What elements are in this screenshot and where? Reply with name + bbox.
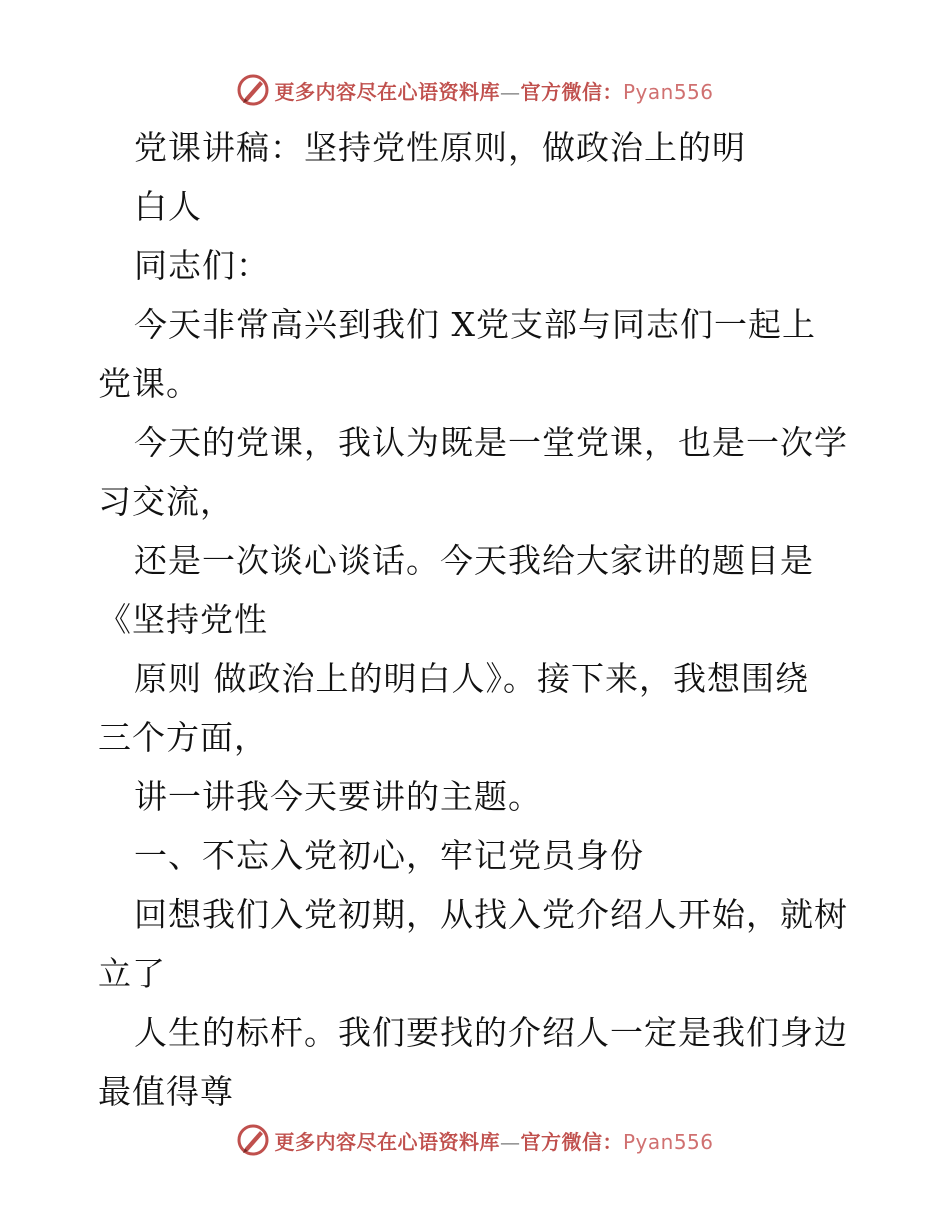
text-line: 《坚持党性 <box>98 600 268 639</box>
banner-wechat-label: 官方微信： <box>520 79 623 104</box>
text-line: 党课。 <box>98 364 200 403</box>
document-body <box>98 118 858 1121</box>
text-line: 一、不忘入党初心，牢记党员身份 <box>134 836 644 875</box>
text-line: 今天非常高兴到我们 X党支部与同志们一起上 <box>134 305 816 344</box>
text-line: 同志们： <box>134 246 270 285</box>
banner-text <box>274 1126 713 1155</box>
banner-wechat-id: Pyan556 <box>622 79 714 104</box>
text-line: 原则 做政治上的明白人》。接下来，我想围绕 <box>134 659 809 698</box>
banner-wechat-label: 官方微信： <box>520 1129 623 1154</box>
banner-separator: — <box>499 1129 521 1154</box>
header-banner <box>0 70 950 110</box>
text-line: 习交流， <box>98 482 234 521</box>
text-line: 立了 <box>98 954 166 993</box>
text-line: 回想我们入党初期，从找入党介绍人开始，就树 <box>134 895 848 934</box>
pen-logo-icon <box>236 73 270 107</box>
text-line: 今天的党课，我认为既是一堂党课，也是一次学 <box>134 423 848 462</box>
banner-separator: — <box>499 79 521 104</box>
text-line: 最值得尊 <box>98 1072 234 1111</box>
banner-text <box>274 76 713 105</box>
text-line: 还是一次谈心谈话。今天我给大家讲的题目是 <box>134 541 814 580</box>
pen-logo-icon <box>236 1123 270 1157</box>
text-line: 三个方面， <box>98 718 268 757</box>
text-line: 讲一讲我今天要讲的主题。 <box>134 777 542 816</box>
text-line: 党课讲稿：坚持党性原则，做政治上的明 <box>134 128 746 167</box>
banner-site-text: 更多内容尽在心语资料库 <box>274 1129 500 1154</box>
banner-site-text: 更多内容尽在心语资料库 <box>274 79 500 104</box>
text-line: 白人 <box>134 187 202 226</box>
text-line: 人生的标杆。我们要找的介绍人一定是我们身边 <box>134 1013 848 1052</box>
banner-wechat-id: Pyan556 <box>622 1129 714 1154</box>
footer-banner <box>0 1120 950 1160</box>
